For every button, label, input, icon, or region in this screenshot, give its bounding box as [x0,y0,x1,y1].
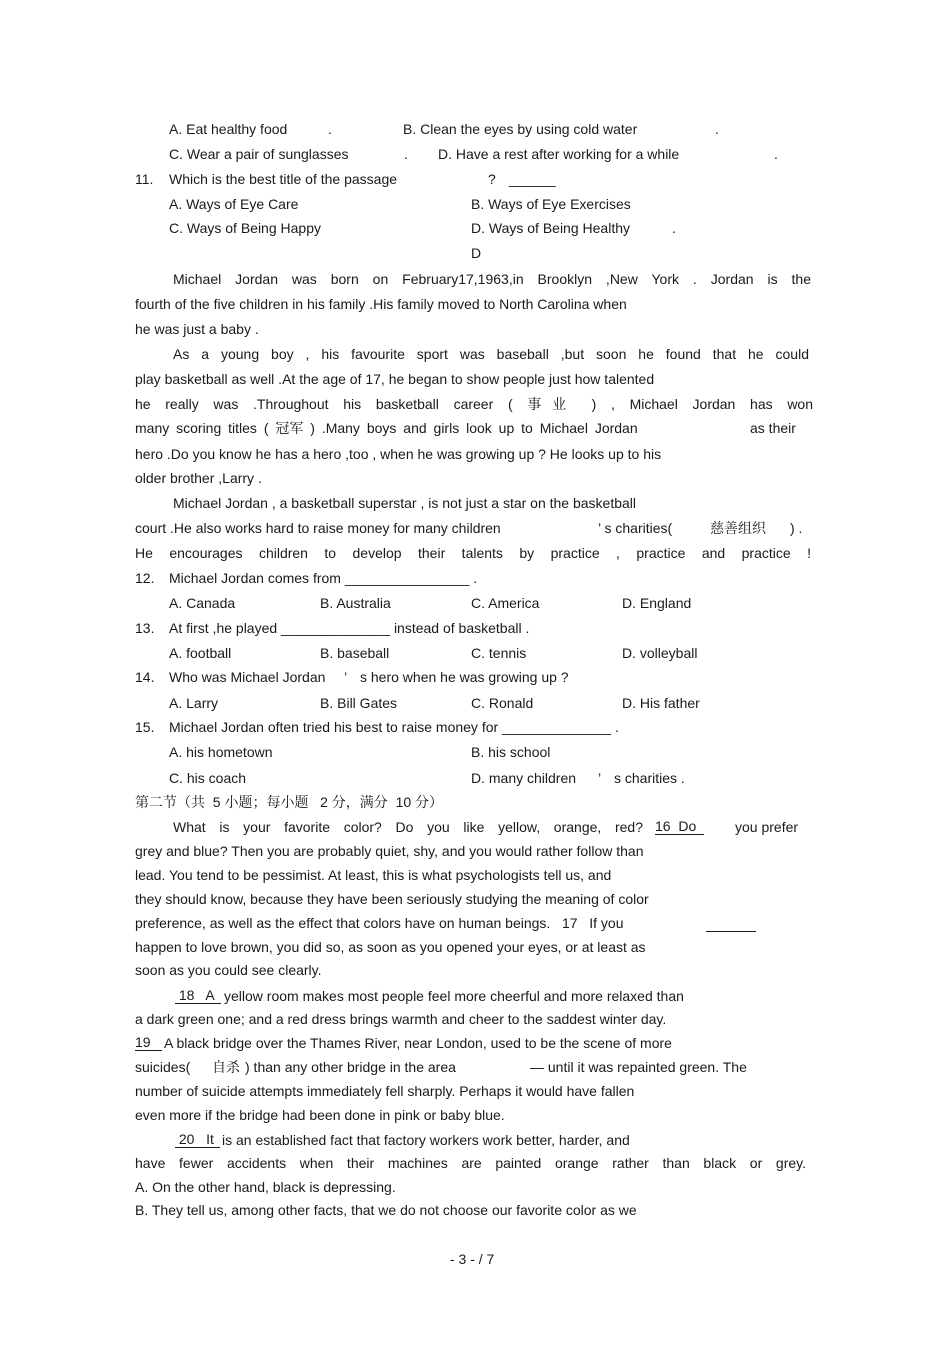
passage-line: suicides( [135,1059,191,1075]
passage-line: number of suicide attempts immediately fell sharply. Perhaps it would have fallen [135,1083,635,1099]
answer-blank-19: 19 [135,1035,162,1051]
passage-line: many scoring titles ( 冠军 ) .Many boys and girls look up to Michael Jordan [135,420,638,436]
passage-line: A black bridge over the Thames River, near London, used to be the scene of more [164,1035,672,1051]
q11-blank: ______ [509,171,556,187]
passage-line: What is your favorite color? Do you like yellow, orange, red? [173,819,643,835]
answer-blank-20: 20 It [175,1132,220,1148]
answer-blank-18: 18 A [175,988,221,1004]
q15-option-d: s charities . [614,770,685,786]
q13-option-d: D. volleyball [622,645,698,661]
passage-line: grey and blue? Then you are probably quiet, shy, and you would rather follow than [135,843,644,859]
section-heading: D [471,245,482,261]
q14-stem: Who was Michael Jordan [169,669,326,685]
q11-stem: Which is the best title of the passage [169,171,398,187]
q15-option-d: ’ [598,770,602,786]
passage-line: as their [750,420,796,436]
q11-option-d: D. Ways of Being Healthy [471,220,630,236]
passage-line: preference, as well as the effect that colors have on human beings. 17 If you [135,915,624,931]
passage-line: ) than any other bridge in the area [245,1059,456,1075]
q13-number: 13. [135,620,155,636]
passage-line: hero .Do you know he has a hero ,too , when he was growing up ? He looks up to his [135,446,662,462]
q15-option-a: A. his hometown [169,744,273,760]
q13-option-c: C. tennis [471,645,527,661]
q11-qmark: ? [488,171,496,187]
passage-line: Michael Jordan , a basketball superstar , is not just a star on the basketball [173,495,637,511]
section-heading: 第二节（共 5 小题；每小题 2 分，满分 10 分） [135,794,444,810]
q14-option-c: C. Ronald [471,695,534,711]
passage-line: even more if the bridge had been done in pink or baby blue. [135,1107,505,1123]
passage-line: court .He also works hard to raise money for many children [135,520,501,536]
q15-stem: Michael Jordan often tried his best to raise money for ______________ . [169,719,619,735]
q10-dot: . [715,121,719,137]
q13-option-b: B. baseball [320,645,390,661]
q12-option-d: D. England [622,595,692,611]
passage-line: He encourages children to develop their talents by practice , practice and practice ! [135,545,811,561]
passage-line: yellow room makes most people feel more cheerful and more relaxed than [224,988,684,1004]
passage-line: ’ s charities( [598,520,673,536]
passage-line: 自杀 [212,1059,240,1075]
passage-line: 慈善组织 [710,520,766,536]
passage-line: older brother ,Larry . [135,470,262,486]
q14-option-a: A. Larry [169,695,219,711]
q11-option-b: B. Ways of Eye Exercises [471,196,631,212]
passage-line: — until it was repainted green. The [530,1059,747,1075]
q10-dot: . [328,121,332,137]
q14-number: 14. [135,669,155,685]
passage-line: is an established fact that factory workers work better, harder, and [222,1132,630,1148]
passage-line: he was just a baby . [135,321,259,337]
q14-option-b: B. Bill Gates [320,695,398,711]
q13-option-a: A. football [169,645,232,661]
passage-line: have fewer accidents when their machines are painted orange rather than black or grey. [135,1155,806,1171]
passage-line: ) . [790,520,803,536]
option-a: A. On the other hand, black is depressing. [135,1179,396,1195]
answer-blank-16: 16 Do [655,819,704,835]
passage-line: fourth of the five children in his family .His family moved to North Carolina when [135,296,627,312]
option-b: B. They tell us, among other facts, that we do not choose our favorite color as we [135,1202,637,1218]
passage-line: they should know, because they have been seriously studying the meaning of color [135,891,649,907]
q12-stem: Michael Jordan comes from ________________ . [169,570,478,586]
q10-option-a: A. Eat healthy food [169,121,288,137]
q13-stem: At first ,he played ______________ instead of basketball . [169,620,530,636]
passage-line: you prefer [735,819,799,835]
page-number: - 3 - / 7 [450,1251,495,1267]
q11-number: 11. [135,171,154,187]
q11-option-a: A. Ways of Eye Care [169,196,299,212]
passage-line: soon as you could see clearly. [135,962,322,978]
q11-option-c: C. Ways of Being Happy [169,220,321,236]
q10-dot: . [774,146,778,162]
passage-line: Michael Jordan was born on February17,1963,in Brooklyn ,New York . Jordan is the [173,271,811,287]
passage-line: As a young boy , his favourite sport was baseball ,but soon he found that he could [173,346,809,362]
q12-option-b: B. Australia [320,595,391,611]
q14-option-d: D. His father [622,695,700,711]
passage-line: a dark green one; and a red dress brings warmth and cheer to the saddest winter day. [135,1011,667,1027]
q15-option-c: C. his coach [169,770,247,786]
q15-option-d: D. many children [471,770,577,786]
q12-option-c: C. America [471,595,540,611]
answer-blank-17 [706,931,756,932]
passage-line: happen to love brown, you did so, as soon as you opened your eyes, or at least as [135,939,646,955]
passage-line: lead. You tend to be pessimist. At least, this is what psychologists tell us, and [135,867,612,883]
q10-option-b: B. Clean the eyes by using cold water [403,121,638,137]
q11-dot: . [672,220,676,236]
passage-line: play basketball as well .At the age of 17, he began to show people just how talented [135,371,655,387]
q14-stem: ’ [344,669,348,685]
q14-stem: s hero when he was growing up ? [360,669,569,685]
q10-option-d: D. Have a rest after working for a while [438,146,680,162]
q10-option-c: C. Wear a pair of sunglasses [169,146,349,162]
passage-line: he really was .Throughout his basketball career ( 事业 ) , Michael Jordan has won [135,396,813,412]
q15-number: 15. [135,719,155,735]
q12-number: 12. [135,570,155,586]
q15-option-b: B. his school [471,744,551,760]
q10-dot: . [404,146,408,162]
q12-option-a: A. Canada [169,595,236,611]
